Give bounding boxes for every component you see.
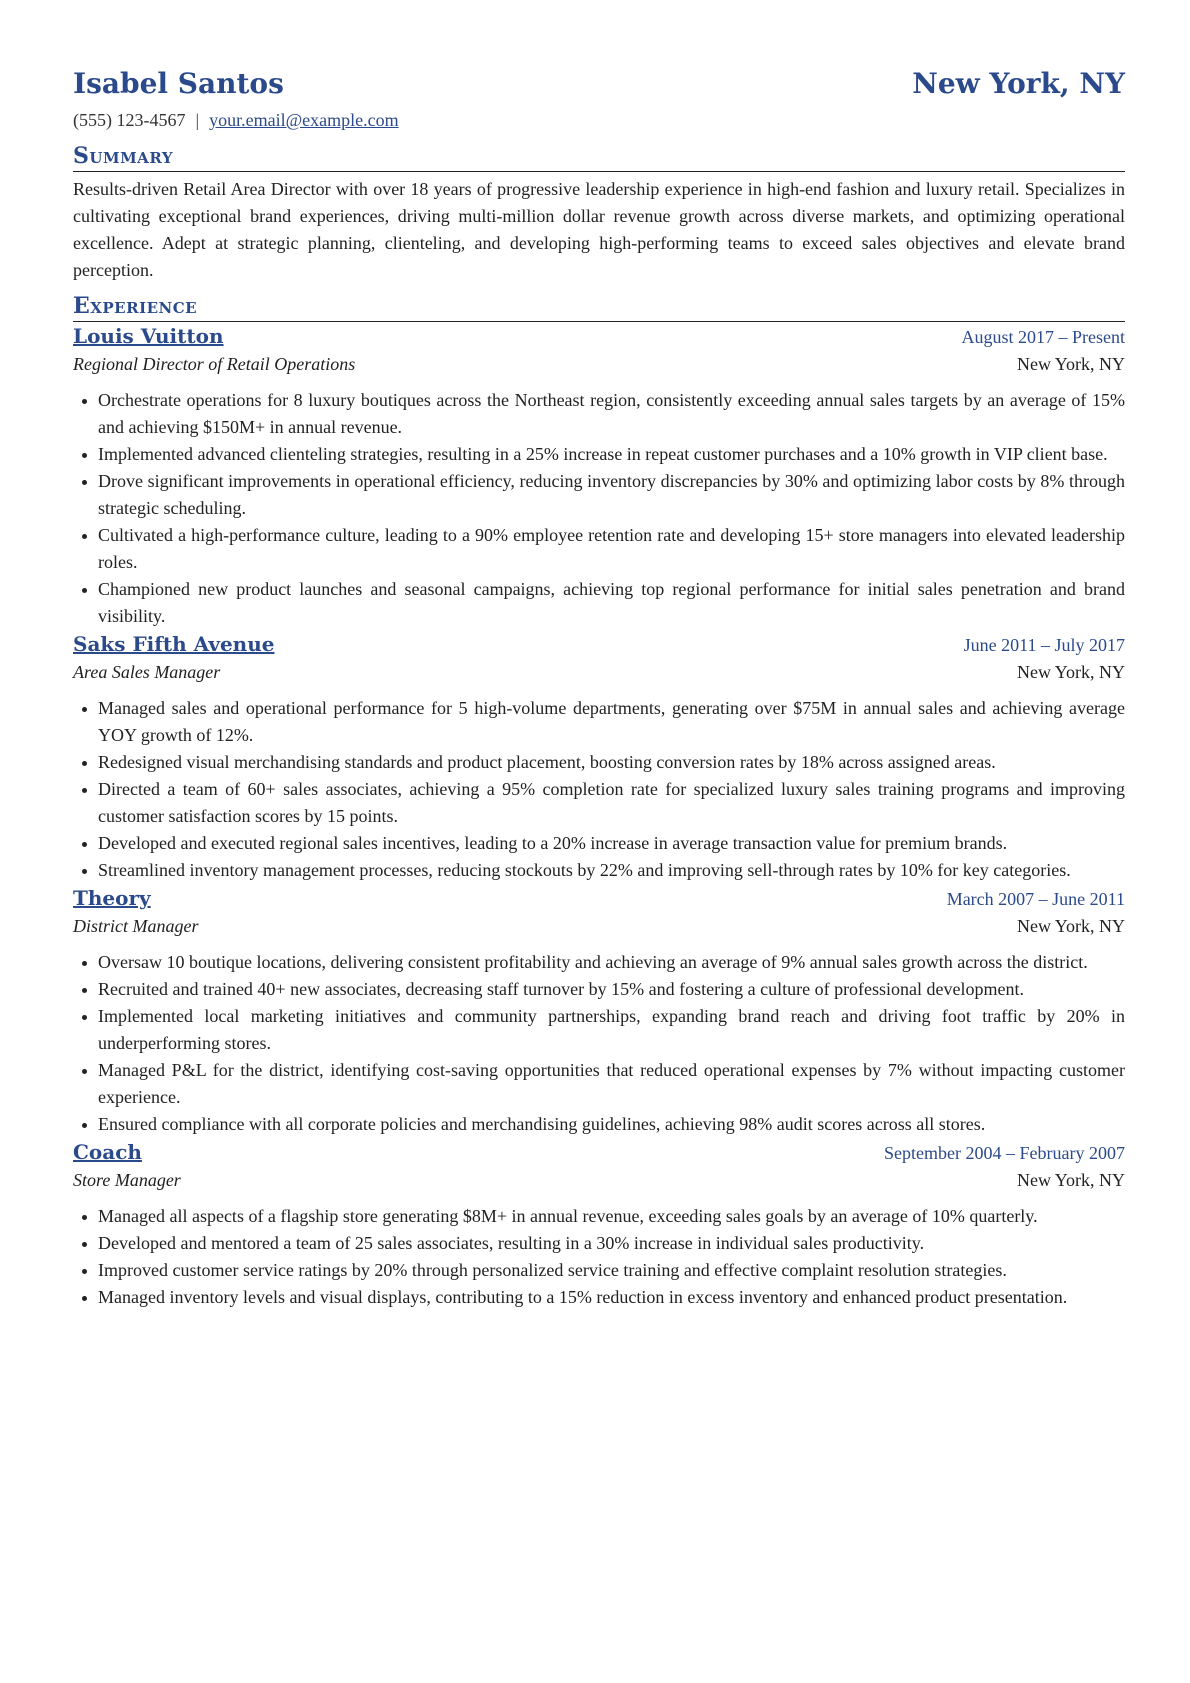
job-entry bbox=[73, 322, 1125, 630]
experience-list bbox=[73, 322, 1125, 1311]
job-bullets bbox=[73, 695, 1125, 884]
job-dates: September 2004 – February 2007 bbox=[884, 1143, 1125, 1163]
bullet-item: Championed new product launches and seasonal campaigns, achieving top regional performance for initial sales penetration and brand visibility. bbox=[98, 576, 1125, 630]
bullet-item: Directed a team of 60+ sales associates, achieving a 95% completion rate for specialized luxury sales training programs and improving customer satisfaction scores by 15 points. bbox=[98, 776, 1125, 830]
bullet-item: Orchestrate operations for 8 luxury boutiques across the Northeast region, consistently exceeding annual sales targets by an average of 15% and achieving $150M+ in annual revenue. bbox=[98, 387, 1125, 441]
job-city: New York, NY bbox=[1016, 916, 1125, 936]
bullet-item: Managed all aspects of a flagship store generating $8M+ in annual revenue, exceeding sales goals by an average of 10% quarterly. bbox=[98, 1203, 1125, 1230]
company-name[interactable]: Coach bbox=[73, 1140, 142, 1164]
summary-heading: Summary bbox=[73, 142, 1125, 172]
job-city: New York, NY bbox=[1016, 354, 1125, 374]
job-header bbox=[73, 1138, 1125, 1166]
job-subheader bbox=[73, 350, 1125, 379]
bullet-item: Managed P&L for the district, identifying cost-saving opportunities that reduced operational expenses by 7% without impacting customer experience. bbox=[98, 1057, 1125, 1111]
bullet-item: Cultivated a high-performance culture, leading to a 90% employee retention rate and developing 15+ store managers into elevated leadership roles. bbox=[98, 522, 1125, 576]
contact-separator: | bbox=[195, 110, 200, 130]
bullet-item: Streamlined inventory management processes, reducing stockouts by 22% and improving sell-through rates by 10% for key categories. bbox=[98, 857, 1125, 884]
contact-line bbox=[73, 108, 1125, 132]
job-role: Store Manager bbox=[73, 1170, 181, 1190]
bullet-item: Improved customer service ratings by 20% through personalized service training and effective complaint resolution strategies. bbox=[98, 1257, 1125, 1284]
job-city: New York, NY bbox=[1016, 1170, 1125, 1190]
job-subheader bbox=[73, 912, 1125, 941]
job-subheader bbox=[73, 658, 1125, 687]
job-role: District Manager bbox=[73, 916, 199, 936]
company-name[interactable]: Louis Vuitton bbox=[73, 324, 224, 348]
job-dates: June 2011 – July 2017 bbox=[963, 635, 1125, 655]
bullet-item: Drove significant improvements in operational efficiency, reducing inventory discrepancies by 30% and optimizing labor costs by 8% through strategic scheduling. bbox=[98, 468, 1125, 522]
summary-text: Results-driven Retail Area Director with over 18 years of progressive leadership experience in high-end fashion and luxury retail. Specializes in cultivating exceptional brand experiences, driving multi-million dollar revenue growth across diverse markets, and optimizing operational excellence. Adept at strategic planning, clienteling, and developing high-performing teams to exceed sales objectives and elevate brand perception. bbox=[73, 179, 1125, 280]
job-header bbox=[73, 884, 1125, 912]
job-header bbox=[73, 322, 1125, 350]
bullet-item: Redesigned visual merchandising standards and product placement, boosting conversion rates by 18% across assigned areas. bbox=[98, 749, 1125, 776]
job-entry bbox=[73, 884, 1125, 1138]
bullet-item: Developed and executed regional sales incentives, leading to a 20% increase in average transaction value for premium brands. bbox=[98, 830, 1125, 857]
bullet-item: Oversaw 10 boutique locations, delivering consistent profitability and achieving an average of 9% annual sales growth across the district. bbox=[98, 949, 1125, 976]
company-name[interactable]: Theory bbox=[73, 886, 151, 910]
bullet-item: Developed and mentored a team of 25 sales associates, resulting in a 30% increase in individual sales productivity. bbox=[98, 1230, 1125, 1257]
bullet-item: Recruited and trained 40+ new associates, decreasing staff turnover by 15% and fostering a culture of professional development. bbox=[98, 976, 1125, 1003]
phone-number: (555) 123-4567 bbox=[73, 110, 186, 130]
job-dates: March 2007 – June 2011 bbox=[946, 889, 1125, 909]
job-bullets bbox=[73, 1203, 1125, 1311]
bullet-item: Implemented local marketing initiatives and community partnerships, expanding brand reach and driving foot traffic by 20% in underperforming stores. bbox=[98, 1003, 1125, 1057]
job-subheader bbox=[73, 1166, 1125, 1195]
job-city: New York, NY bbox=[1016, 662, 1125, 682]
job-bullets bbox=[73, 949, 1125, 1138]
bullet-item: Ensured compliance with all corporate policies and merchandising guidelines, achieving 98% audit scores across all stores. bbox=[98, 1111, 1125, 1138]
job-header bbox=[73, 630, 1125, 658]
experience-heading: Experience bbox=[73, 292, 1125, 322]
job-entry bbox=[73, 630, 1125, 884]
candidate-location: New York, NY bbox=[912, 67, 1125, 100]
company-name[interactable]: Saks Fifth Avenue bbox=[73, 632, 275, 656]
email-link[interactable]: your.email@example.com bbox=[209, 110, 399, 130]
candidate-name: Isabel Santos bbox=[73, 67, 284, 100]
bullet-item: Managed sales and operational performance for 5 high-volume departments, generating over $75M in annual sales and achieving average YOY growth of 12%. bbox=[98, 695, 1125, 749]
resume-header bbox=[73, 62, 1125, 106]
job-role: Area Sales Manager bbox=[73, 662, 221, 682]
job-role: Regional Director of Retail Operations bbox=[73, 354, 356, 374]
job-bullets bbox=[73, 387, 1125, 630]
job-entry bbox=[73, 1138, 1125, 1311]
bullet-item: Managed inventory levels and visual displays, contributing to a 15% reduction in excess inventory and enhanced product presentation. bbox=[98, 1284, 1125, 1311]
resume-page bbox=[73, 62, 1125, 1311]
bullet-item: Implemented advanced clienteling strategies, resulting in a 25% increase in repeat customer purchases and a 10% growth in VIP client base. bbox=[98, 441, 1125, 468]
job-dates: August 2017 – Present bbox=[961, 327, 1125, 347]
